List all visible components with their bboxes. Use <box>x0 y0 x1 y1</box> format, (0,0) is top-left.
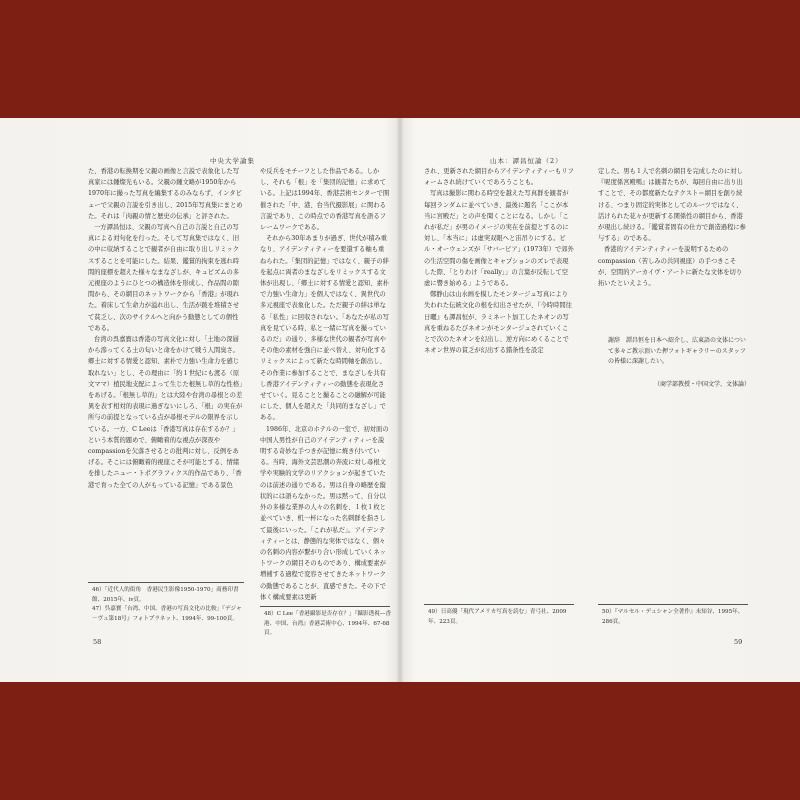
paragraph: され、更新された網目からアイデンティティーもリフォームされ続けていくであろうことも。 <box>424 168 574 187</box>
paragraph: た、香港の転換期を父親の画像と言説で表象化した写真家には鍾燦光もいる。父親の鍾文略が1950年から1970年に撮った写真を編集するのみならず、インタビューで父親の言説を引き出し、2015年写真集にまとめた。それは「肉親の情と歴史の伝承」と評された。 <box>88 168 243 220</box>
right-page-number: 59 <box>734 638 743 646</box>
footnote: 47）呉嘉寶「台湾、中国、香港の写真文化の比較」『デジャ－ヴュ第18号』フォトプラネット、1994年、99-100頁。 <box>92 606 242 622</box>
left-page-column-1 <box>88 166 244 582</box>
footnote-rule <box>424 604 574 605</box>
author-affiliation: （商学部教授・中国文学、文体論） <box>653 381 750 388</box>
paragraph: 定した。男も１人で名刺の網目を完成したのに対し『呢度係宮殿嗎』は観者たちが、毎回自由に出り出すことで、その都度新たなテクスト＝網目を創り続ける、つまり固定的実体としてのルーツではなく、活けられた花々が更新する関係性の網目から、香港が現出し続ける。「鑑賞者固有の仕方で創造過程に参与する」のである。 <box>598 168 746 243</box>
right-page-column-2 <box>598 166 748 330</box>
footnote: 48）C Lee「香港攝影是否存在？」『攝影透視—香港、中国、台湾』香港芸術中心、1994年、67-68頁。 <box>264 611 391 637</box>
paragraph: や反兵をモチーフとした作品である。しかし、それも「根」を「集団的記憶」に求めている。上記は1994年、香港芸術センターで開催された「中、港、台当代摄影展」に関わる言説であり、この時点での香港写真を語るフレームワークである。 <box>260 168 390 232</box>
footnotes-left-col2 <box>264 610 392 639</box>
acknowledgement: 謝辞 譚昌恒を日本へ紹介し、広東語の文体について多々ご教示頂いた押フォトギャラリーのスタッフの皆様に深謝したい。 <box>608 337 746 366</box>
paragraph: 写真は撮影に関わる時空を越えた写真群を観者が毎回ランダムに並べていき、最後に題名「ここが本当に宮殿だ」との声を聞くことになる。しかし「これが私だ」が男のイメージの実在を前提とするのに対し、「本当に」は虚実双眼へと宙吊りにする。ビル・オーウェンズが「サバービア」(1973年）で郊外の生活空間の傷を画像とキャプションのズレで表現した際、「とりわけ「really」」の言葉が反転して空虚に響き始める」ようである。 <box>424 190 574 288</box>
paragraph: 香港的アイデンティティーを説明するためのcompassion（苦しみの共同視座）の手つきこそが、空間的アーカイヴ・アートに新たな文体を切り拓いたといえよう。 <box>598 246 743 288</box>
footnote-rule <box>598 604 748 605</box>
right-page-column-1 <box>424 166 574 494</box>
footnote: 46）「近代人的街角 香港民生影像1950-1970」商務印書館、2015年、iv頁。 <box>92 587 239 603</box>
footnotes-right-col1 <box>428 608 574 627</box>
footnote: 49）日高優「現代アメリカ写真を読む」青弓社、2009年、223頁。 <box>428 609 567 625</box>
paragraph: 1986年、北京のホテルの一室で、初対面の中国人男性が自己のアイデンティティーを説明する奇妙な手つきが記憶に焼き付いている。当時、海外文芸思潮の奔流に対し尋根文学や実験的文学のリアクションが起きていたのは前述の通りである。男は自身の略歴を縦状的には語らなかった。男は黙って、自分以外の多様な業界の人々の名刺を、１枚１枚と並べていき、机一杯になった名刺群を指さして最後にいった。「これが私だ」。アイデンティティーとは、静態的な実体ではなく、個々の名刺の内容が繋がり合い形成していくネットワークの網目そのものであり、構成要素が増補する過程で変容させてきたネットワークの動態であることが、直感できた。その下で体く構成要素は更新 <box>260 425 389 601</box>
bottom-dark-band <box>0 682 800 800</box>
footnote: 50）『マルセル・デュシャン全著作』未知谷、1995年、286頁。 <box>602 609 744 625</box>
paragraph: 一方譚昌恒は、父親の写真へ自己の言説と自己の写真による対句化を行った。そして写真集ではなく、旧の中に収納することで観者が自由に取り出しリミックスすることを可能にした。結果、鑑賞的拘束を逃れ時間的座標を超えた様々なまなざしが、キュビズムの多元視座のようにひとつの構造体を形成し、作品間の隙間から、その網目のネットワークから「香港」が現れた。着床して生命力が溢れ出し、生活が跛を堆積させて貧乏し、次のサイクルへと向かう動態としての個性である。 <box>88 224 240 332</box>
paragraph: それから30年あまりが過ぎ、世代が積み重なり、アイデンティティーを要還する軸も重ねられた。「集団的記憶」ではなく、親子の絆を起点に両者のまなざしをリミックスする文体が出現し、「郷土に対する情愛と認知、素朴で力強い生命力」を個人ではなく、異世代の多元視座で表象化した。ただ親子の絆は単なる「私性」に回収されない。「あなたが私の写真を見ている時、私と一緒に写真を撮っているのだ」の通り、多様な世代の観者が写真やその他の素材を強自に並べ替え、対句化するリミックスによって新たな時間軸を創出し、その作業に参加することで、まなざしを共有し香港アイデンティティーの動態を表現化させていく。見ることと撮ることの融解が可能にした、個人を超えた「共同的まなざし」である。 <box>260 235 390 422</box>
footnote-rule <box>88 582 244 583</box>
footnote-rule <box>260 606 390 607</box>
left-page-number: 58 <box>93 638 102 646</box>
paragraph: 鄭静山は山水画を模したモンタージュ写真により失われた伝統文化の根を幻出させたが、『今時時間往日曬』も譚昌恒が、ラミネート加工したネオンの写真を重ねるたびネオンがモンタージュされていくことで次のたネオンを幻出し、逆方向にめくることでネオン世界の貧乏が幻出する錯条性を設定 <box>424 291 572 355</box>
right-running-head: 山本：譚昌恒論（2） <box>490 157 563 165</box>
paragraph: 台湾の呉嘉寶は香港の写真文化に対し「土地の深層から滲ってくる土の匂いと命をかけて戦う人間臭さ。郷土に対する情愛と認知、素朴で力強い生命力を感じ取れない」とし、その理由に「約１世紀にも渡る（原文ママ）植民地支配によって生じた根無し草的な性格」をあげる。「根無し草的」とは大陸や台湾の尋根との差異を表す相対的表現に過ぎないにしろ、「根」の実在が所与の前提となっている点が尋根モデルの限界を示している。一方、C Leeは「香港写真は存在するか？」という本質的題めで、俯瞰着的な視点が深夜やcompassionを欠落させるとの批判に対し、反例をあげる。そこには俯瞰着的視座こそが可能とする、情緒を排したニュー・トポグラフィクス的作品であり、「香港で育った全ての人がもっている記憶」である景色 <box>88 336 243 489</box>
footnotes-right-col2 <box>602 608 748 627</box>
left-page-column-2 <box>260 166 390 606</box>
open-book-pages <box>0 118 800 682</box>
top-dark-band <box>0 0 800 118</box>
left-running-head: 中央大学論集 <box>210 157 255 165</box>
book-gutter <box>396 118 404 682</box>
footnotes-left-col1 <box>92 586 242 624</box>
